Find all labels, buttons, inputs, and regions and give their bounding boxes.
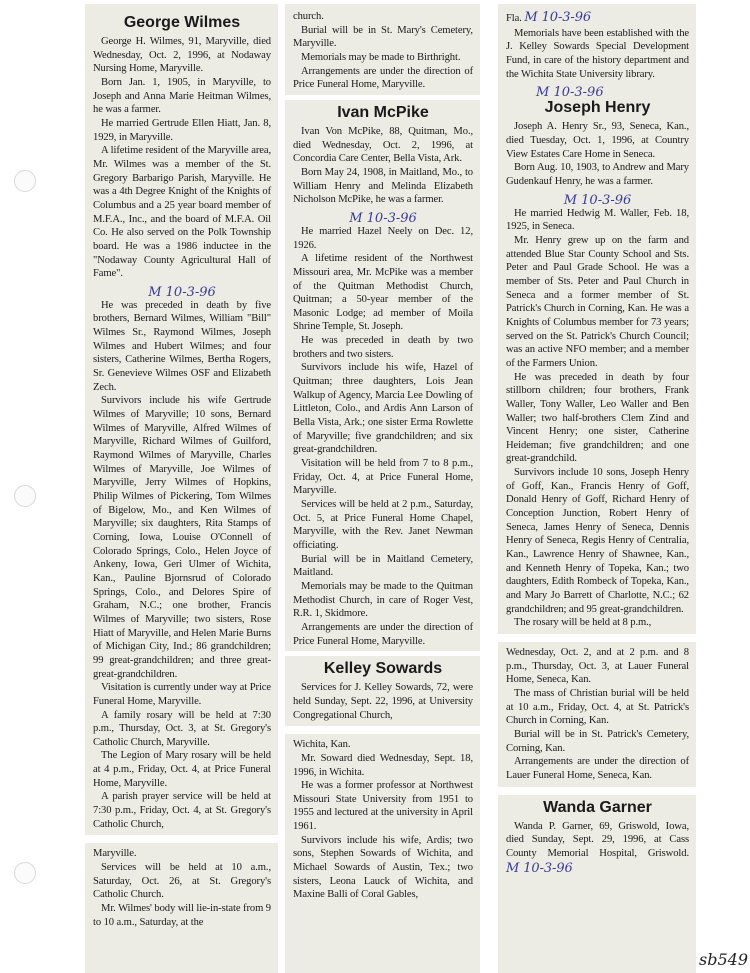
- paragraph: Survivors include his wife, Hazel of Quitman; three daughters, Lois Jean Walkup of Agency, Marcia Lee Dowling of Littleton, Colo., and Ardis Ann Larson of Bella Vista, Ark.; one sister Erma Rowlette of Maryville; five grandchildren; and six great-grandchildren.: [293, 362, 473, 456]
- paragraph: He was preceded in death by five brothers, Bernard Wilmes, William "Bill" Wilmes Sr., Raymond Wilmes, Joseph Wilmes and Hubert Wilmes; and four sisters, Catherine Wilmes, Bertha Rogers, Sr. Genevieve Wilmes OSF and Elizabeth Zech.: [93, 299, 271, 393]
- paragraph: Survivors include his wife, Ardis; two sons, Stephen Sowards of Wichita, and Michael Sowards of Austin, Tex.; two sisters, Leona Lauck of Wichita, and Maxine Balli of Coral Gables,: [293, 834, 473, 901]
- clipping-gap: [285, 651, 480, 656]
- paragraph: Burial will be in St. Mary's Cemetery, Maryville.: [293, 24, 473, 50]
- paragraph: Arrangements are under the direction of Price Funeral Home, Maryville.: [293, 621, 473, 647]
- obituary-title-kelley-sowards: Kelley Sowards: [323, 660, 443, 678]
- handwritten-date-note: M 10-3-96: [148, 284, 216, 300]
- paragraph: Memorials may be made to Birthright.: [301, 51, 461, 63]
- obituary-title-ivan-mcpike: Ivan McPike: [337, 103, 429, 121]
- paragraph: Visitation will be held from 7 to 8 p.m., Friday, Oct. 4, at Price Funeral Home, Maryville.: [293, 458, 473, 497]
- obituary-title-joseph-henry: Joseph Henry: [544, 99, 651, 117]
- paragraph: Survivors include 10 sons, Joseph Henry of Goff, Kan., Francis Henry of Goff, Donald Henry of Goff, Richard Henry of Conception Junction, Robert Henry of Seneca, James Henry of Seneca, Dennis Henry of Seneca, Regis Henry of Centralia, Kan., Lawrence Henry of Shawnee, Kan., and Kenneth Henry of Topeka, Kan.; two daughters, Edith Rombeck of Topeka, Kan., and Mary Jo Barrett of Charlotte, N.C.; 62 grandchildren; and 95 great-grandchildren.: [506, 467, 689, 615]
- paragraph: Ivan Von McPike, 88, Quitman, Mo., died Wednesday, Oct. 2, 1996, at Concordia Care Center, Bella Vista, Ark.: [293, 125, 473, 165]
- paragraph: The mass of Christian burial will be held at 10 a.m., Friday, Oct. 4, at St. Patrick's Church in Corning, Kan.: [506, 687, 689, 727]
- paragraph: Memorials have been established with the J. Kelley Sowards Special Development Fund, in care of the history department and the Wichita State University library.: [506, 27, 689, 80]
- paragraph: Arrangements are under the direction of Lauer Funeral Home, Seneca, Kan.: [506, 756, 689, 781]
- paragraph: Burial will be in St. Patrick's Cemetery, Corning, Kan.: [506, 728, 689, 754]
- paragraph: The Legion of Mary rosary will be held at 4 p.m., Friday, Oct. 4, at Price Funeral Home, Maryville.: [93, 750, 271, 789]
- handwritten-date-note: M 10-3-96: [524, 10, 592, 25]
- paragraph: Mr. Henry grew up on the farm and attended Blue Star County School and Sts. Peter and Paul Grade School. He was a member of Sts. Peter and Paul Church in Seneca and a former member of St. Patrick's Church in Corning, Kan. He was a Knights of Columbus member for 73 years; served on the St. Patrick's Church Council; was an active NFO member; and a member of the Farmers Union.: [506, 234, 689, 369]
- paragraph: Mr. Wilmes' body will lie-in-state from 9 to 10 a.m., Saturday, at the: [93, 903, 271, 928]
- paragraph: Memorials may be made to the Quitman Methodist Church, in care of Roger Vest, R.R. 1, Skidmore.: [293, 580, 473, 620]
- paragraph: Wichita, Kan.: [293, 739, 351, 751]
- binder-hole: [14, 485, 36, 507]
- clipping-column-2: [285, 4, 480, 973]
- obituary-title-wanda-garner: Wanda Garner: [543, 798, 652, 816]
- paragraph: A family rosary will be held at 7:30 p.m., Thursday, Oct. 3, at St. Gregory's Catholic Church, Maryville.: [93, 709, 271, 748]
- paragraph: Services will be held at 2 p.m., Saturday, Oct. 5, at Price Funeral Home Chapel, Maryville, with the Rev. Janet Newman officiating.: [293, 499, 473, 551]
- handwritten-date-note: M 10-3-96: [506, 860, 573, 876]
- paragraph-text: Wanda P. Garner, 69, Griswold, Iowa, died Sunday, Sept. 29, 1996, at Cass County Memorial Hospital, Griswold.: [506, 820, 689, 859]
- paragraph: A lifetime resident of the Maryville area, Mr. Wilmes was a member of the St. Gregory Barbarigo Parish, Maryville. He was a 4th Degree Knight of the Knights of Columbus and a 25 year board member of M.F.A., Inc., and the board of M.F.A. Oil Co. He also served on the Polk Township board. He was a 1986 inductee in the "Nodaway County Agricultural Hall of Fame".: [93, 145, 271, 280]
- paragraph: Maryville.: [93, 848, 137, 860]
- paragraph: George H. Wilmes, 91, Maryville, died Wednesday, Oct. 2, 1996, at Nodaway Nursing Home, Maryville.: [93, 36, 271, 75]
- clipping-gap: [498, 787, 696, 795]
- paragraph: Arrangements are under the direction of Price Funeral Home, Maryville.: [293, 65, 473, 91]
- paragraph: [506, 820, 689, 878]
- paragraph: The rosary will be held at 8 p.m.,: [514, 617, 652, 629]
- paragraph: Born Jan. 1, 1905, in Maryville, to Joseph and Anna Marie Heitman Wilmes, he was a farmer.: [93, 76, 271, 116]
- paragraph: Joseph A. Henry Sr., 93, Seneca, Kan., died Tuesday, Oct. 1, 1996, at Country View Estates Care Home in Seneca.: [506, 121, 689, 160]
- binder-hole: [14, 170, 36, 192]
- paragraph: He was preceded in death by four stillborn children; four brothers, Frank Waller, Tony Waller, Leo Waller and Ben Waller; two half-brothers Clem Zind and Vincent Henry; one sister, Catherine Heideman; five grandchildren; and one great-grandchild.: [506, 371, 689, 465]
- clipping-column-1: [85, 4, 278, 973]
- paragraph: church.: [293, 11, 324, 22]
- paragraph: He married Gertrude Ellen Hiatt, Jan. 8, 1929, in Maryville.: [93, 117, 271, 143]
- binder-hole: [14, 862, 36, 884]
- clipping-gap: [285, 95, 480, 100]
- paragraph: He married Hedwig M. Waller, Feb. 18, 1925, in Seneca.: [506, 207, 689, 233]
- paragraph: He was preceded in death by two brothers and two sisters.: [293, 335, 473, 360]
- paragraph: He was a former professor at Northwest Missouri State University from 1951 to 1955 and lectured at the university in April 1961.: [293, 780, 473, 833]
- paragraph: Born May 24, 1908, in Maitland, Mo., to William Henry and Melinda Elizabeth Nicholson McPike, he was a farmer.: [293, 166, 473, 206]
- clipping-gap: [285, 726, 480, 734]
- handwritten-date-note: M 10-3-96: [349, 210, 417, 226]
- paragraph: Burial will be in Maitland Cemetery, Maitland.: [293, 553, 473, 579]
- clipping-gap: [85, 835, 278, 843]
- archive-corner-id: sb549: [699, 950, 748, 969]
- paragraph: Services for J. Kelley Sowards, 72, were held Sunday, Sept. 22, 1996, at University Congregational Church,: [293, 682, 473, 721]
- handwritten-date-note: M 10-3-96: [536, 85, 604, 101]
- handwritten-date-note: M 10-3-96: [563, 192, 632, 208]
- paragraph: Born Aug. 10, 1903, to Andrew and Mary Gudenkauf Henry, he was a farmer.: [506, 162, 689, 188]
- paragraph: He married Hazel Neely on Dec. 12, 1926.: [293, 225, 473, 251]
- paragraph: Survivors include his wife Gertrude Wilmes of Maryville; 10 sons, Bernard Wilmes of Maryville, Alfred Wilmes of Maryville, Richard Wilmes of Guilford, Raymond Wilmes of Maryville, Charles Wilmes of Maryville, Joe Wilmes of Maryville, Jerry Wilmes of Hopkins, Philip Wilmes of Pickering, Tom Wilmes of Bigelow, Mo., and Ken Wilmes of Maryville; six daughters, Rita Stamps of Corning, Iowa, Louise O'Connell of Colorado Springs, Colo., Helen Joyce of Ankeny, Iowa, Geri Ulmer of Wichita, Kan., Pauline Bjornsrud of Colorado Springs, Colo., and Delores Spire of Graham, N.C.; one brother, Francis Wilmes of Maryville; two sisters, Rose Hiatt of Maryville, and Helen Marie Burns of Michigan City, Ind.; 86 grandchildren; 99 great-grandchildren; and three great-great-grandchildren.: [93, 395, 271, 680]
- paragraph: [506, 10, 689, 27]
- paragraph: Wednesday, Oct. 2, and at 2 p.m. and 8 p.m., Thursday, Oct. 3, at Lauer Funeral Home, Seneca, Kan.: [506, 647, 689, 686]
- paragraph: Services will be held at 10 a.m., Saturday, Oct. 26, at St. Gregory's Catholic Church.: [93, 862, 271, 901]
- paragraph-text: Fla.: [506, 13, 522, 24]
- paragraph: A parish prayer service will be held at 7:30 p.m., Friday, Oct. 4, at St. Gregory's Catholic Church,: [93, 791, 271, 830]
- obituary-title-george-wilmes: George Wilmes: [123, 14, 241, 31]
- paragraph: A lifetime resident of the Northwest Missouri area, Mr. McPike was a member of the Quitman Methodist Church, Quitman; a 50-year member of the Masonic Lodge; ad member of Moila Shrine Temple, St. Joseph.: [293, 253, 473, 333]
- paragraph: Visitation is currently under way at Price Funeral Home, Maryville.: [93, 682, 271, 707]
- paragraph: Mr. Soward died Wednesday, Sept. 18, 1996, in Wichita.: [293, 752, 473, 778]
- clipping-column-3: [498, 4, 696, 973]
- clipping-gap: [498, 634, 696, 642]
